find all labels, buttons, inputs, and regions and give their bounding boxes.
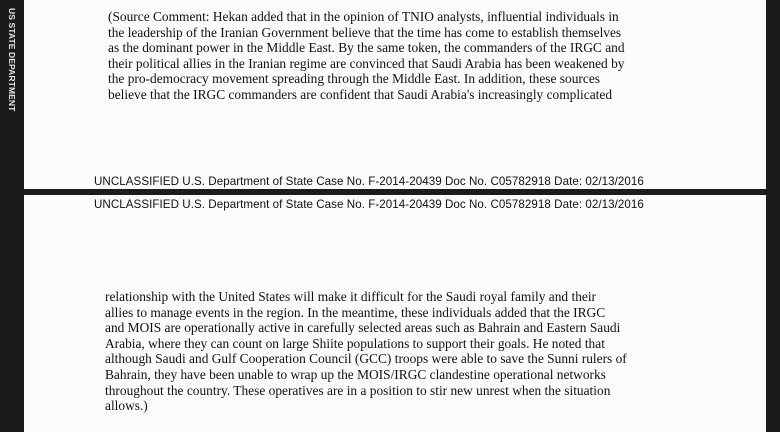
right-margin-strip xyxy=(766,0,780,432)
source-comment-paragraph xyxy=(108,9,625,103)
paragraph-line: Arabia, where they can count on large Shiite populations to support their goals. He noted that xyxy=(105,335,605,351)
paragraph-line: allows.) xyxy=(105,398,148,414)
classification-header: UNCLASSIFIED U.S. Department of State Case No. F-2014-20439 Doc No. C05782918 Date: 02/13/2016 xyxy=(94,198,644,211)
paragraph-line: although Saudi and Gulf Cooperation Council (GCC) troops were able to save the Sunni rulers of xyxy=(105,351,627,367)
document-page-bottom xyxy=(24,195,766,432)
paragraph-line: Bahrain, they have been unable to wrap up the MOIS/IRGC clandestine operational networks xyxy=(105,366,606,382)
paragraph-line: believe that the IRGC commanders are confident that Saudi Arabia's increasingly complicated xyxy=(108,86,613,102)
side-watermark-text: US STATE DEPARTMENT xyxy=(7,8,17,112)
paragraph-line: (Source Comment: Hekan added that in the opinion of TNIO analysts, influential individuals in xyxy=(108,9,619,24)
document-page-top xyxy=(24,0,766,189)
paragraph-line: relationship with the United States will make it difficult for the Saudi royal family and their xyxy=(105,289,597,304)
continuation-paragraph xyxy=(105,289,627,414)
paragraph-line: as the dominant power in the Middle East. By the same token, the commanders of the IRGC and xyxy=(108,40,625,56)
left-margin-strip xyxy=(0,0,24,432)
paragraph-line: and MOIS are operationally active in carefully selected areas such as Bahrain and Eastern Saudi xyxy=(105,320,621,336)
paragraph-line: throughout the country. These operatives are in a position to stir new unrest when the situation xyxy=(105,382,611,398)
classification-footer: UNCLASSIFIED U.S. Department of State Case No. F-2014-20439 Doc No. C05782918 Date: 02/13/2016 xyxy=(94,175,644,188)
paragraph-line: the pro-democracy movement spreading through the Middle East. In addition, these sources xyxy=(108,71,600,87)
paragraph-line: allies to manage events in the region. In the meantime, these individuals added that the IRGC xyxy=(105,304,606,320)
paragraph-line: their political allies in the Iranian regime are convinced that Saudi Arabia has been weakened by xyxy=(108,55,625,71)
paragraph-line: the leadership of the Iranian Government believe that the time has come to establish themselves xyxy=(108,24,622,40)
